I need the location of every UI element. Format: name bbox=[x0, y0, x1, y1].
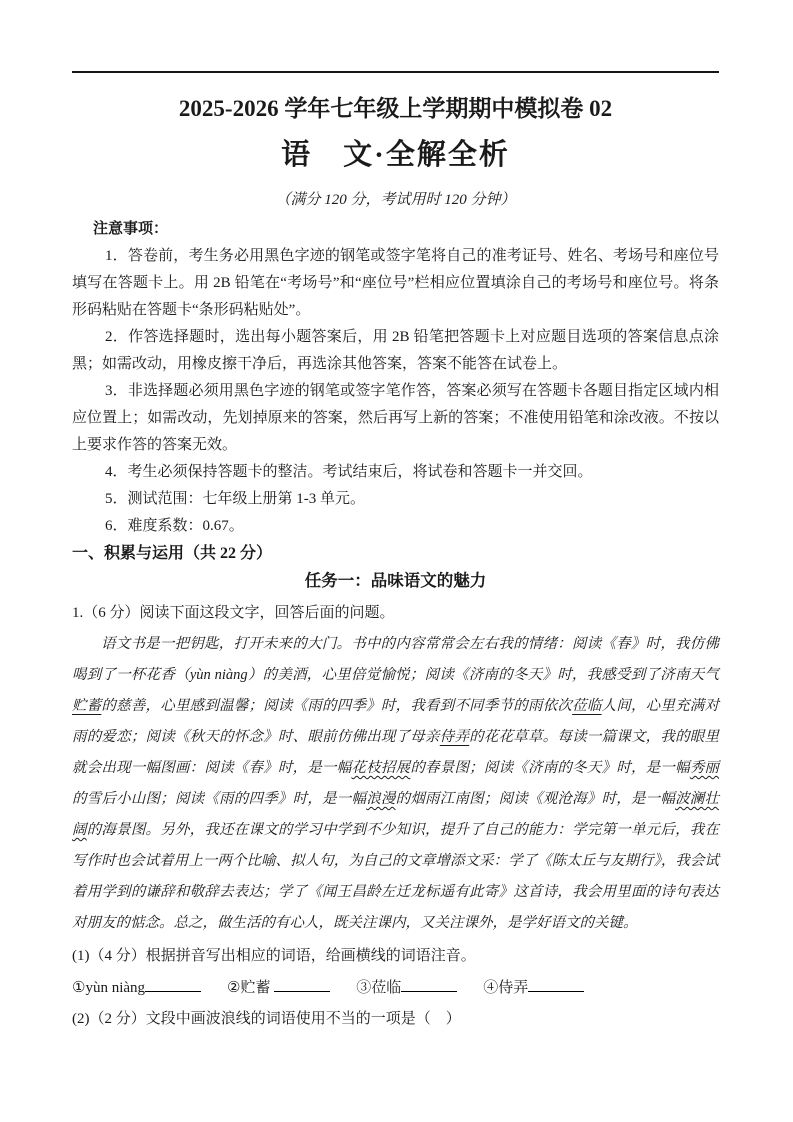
exam-title: 2025-2026 学年七年级上学期期中模拟卷 02 bbox=[178, 96, 613, 121]
question1-sub1-stem: (1)（4 分）根据拼音写出相应的词语，给画横线的词语注音。 bbox=[72, 948, 476, 964]
passage-segment: 语文书是一把钥匙，打开未来的大门。书中的内容常常会左右我的情绪：阅读《春》时，我仿佛喝到了一杯花香（yùn niàng）的美酒，心里倍觉愉悦；阅读《济南的冬天》时，我感受到了济南天气 bbox=[72, 636, 719, 683]
passage-segment: 的春景图；阅读《济南的冬天》时，是一幅 bbox=[410, 760, 690, 776]
pinyin-item-3-label: ③莅临 bbox=[356, 980, 402, 996]
passage-segment: 的花花草草。每读一篇课文，我的眼里就会出现一幅图画：阅读《春》时，是一幅 bbox=[72, 729, 720, 776]
notice-item-6: 6．难度系数：0.67。 bbox=[105, 518, 244, 534]
question1-passage bbox=[72, 629, 719, 939]
passage-segment: 的雪后小山图；阅读《雨的四季》时，是一幅 bbox=[72, 791, 367, 807]
notice-item-5: 5．测试范围：七年级上册第 1-3 单元。 bbox=[105, 491, 365, 507]
passage-wavy-word: 花枝招展 bbox=[351, 760, 411, 776]
pinyin-item-2 bbox=[227, 980, 330, 996]
answer-blank-1 bbox=[145, 976, 201, 992]
passage-wavy-word: 波澜壮阔 bbox=[72, 791, 720, 838]
passage-segment: 人间，心里充满对雨的爱恋；阅读《秋天的怀念》时、眼前仿佛出现了母亲 bbox=[72, 698, 720, 745]
answer-blank-4 bbox=[528, 976, 584, 992]
pinyin-item-1 bbox=[72, 980, 201, 996]
passage-underlined-word: 侍弄 bbox=[439, 729, 470, 745]
exam-info: （满分 120 分，考试用时 120 分钟） bbox=[275, 192, 516, 208]
passage-segment: 的慈善，心里感到温馨；阅读《雨的四季》时，我看到不同季节的雨依次 bbox=[101, 698, 573, 714]
notice-item-4: 4．考生必须保持答题卡的整洁。考试结束后，将试卷和答题卡一并交回。 bbox=[105, 464, 593, 480]
pinyin-item-1-label: ①yùn niàng bbox=[72, 980, 146, 996]
task-heading: 任务一：品味语文的魅力 bbox=[304, 571, 487, 590]
passage-underlined-word: 贮蓄 bbox=[72, 698, 102, 714]
page-content bbox=[0, 71, 793, 1033]
passage-segment: 的烟雨江南图；阅读《观沧海》时，是一幅 bbox=[395, 791, 676, 807]
pinyin-item-4-label: ④侍弄 bbox=[483, 980, 529, 996]
pinyin-item-3 bbox=[356, 980, 457, 996]
header-divider bbox=[72, 71, 719, 73]
pinyin-item-2-label: ②贮蓄 bbox=[227, 980, 275, 996]
passage-wavy-word: 浪漫 bbox=[366, 791, 396, 807]
section-heading: 一、积累与运用（共 22 分） bbox=[72, 545, 273, 562]
answer-blank-3 bbox=[401, 976, 457, 992]
passage-wavy-word: 秀丽 bbox=[689, 760, 720, 776]
subject-title: 语 文·全解全析 bbox=[281, 138, 510, 171]
question1-sub1-answer-line bbox=[72, 975, 719, 1002]
notices-section bbox=[72, 216, 719, 540]
answer-blank-2 bbox=[274, 976, 330, 992]
passage-underlined-word: 莅临 bbox=[572, 698, 602, 714]
passage-segment: 的海景图。另外，我还在课文的学习中学到不少知识，提升了自己的能力：学完第一单元后，我在写作时也会试着用上一两个比喻、拟人句，为自己的文章增添文采：学了《陈太丘与友期行》，我会试着用学到的谦辞和敬辞去表达；学了《闻王昌龄左迁龙标遥有此寄》这首诗，我会用里面的诗句表达对朋友的惦念。总之，做生活的有心人，既关注课内，又关注课外，是学好语文的关键。 bbox=[72, 822, 720, 931]
notice-item-3: 3．非选择题必须用黑色字迹的钢笔或签字笔作答，答案必须写在答题卡各题目指定区域内相应位置上；如需改动，先划掉原来的答案，然后再写上新的答案；不准使用铅笔和涂改液。不按以上要求作答的答案无效。 bbox=[72, 383, 719, 453]
question1-sub2-stem: (2)（2 分）文段中画波浪线的词语使用不当的一项是（ ） bbox=[72, 1011, 461, 1027]
pinyin-item-4 bbox=[483, 980, 584, 996]
notice-item-1: 1．答卷前，考生务必用黑色字迹的钢笔或签字笔将自己的准考证号、姓名、考场号和座位号填写在答题卡上。用 2B 铅笔在“考场号”和“座位号”栏相应位置填涂自己的考场号和座位号。将条形码粘贴在答题卡“条形码粘贴处”。 bbox=[72, 248, 719, 318]
notices-heading: 注意事项： bbox=[93, 221, 169, 237]
notice-item-2: 2．作答选择题时，选出每小题答案后，用 2B 铅笔把答题卡上对应题目选项的答案信息点涂黑；如需改动，用橡皮擦干净后，再选涂其他答案，答案不能答在试卷上。 bbox=[72, 329, 719, 372]
question1-stem: 1.（6 分）阅读下面这段文字，回答后面的问题。 bbox=[72, 605, 395, 621]
